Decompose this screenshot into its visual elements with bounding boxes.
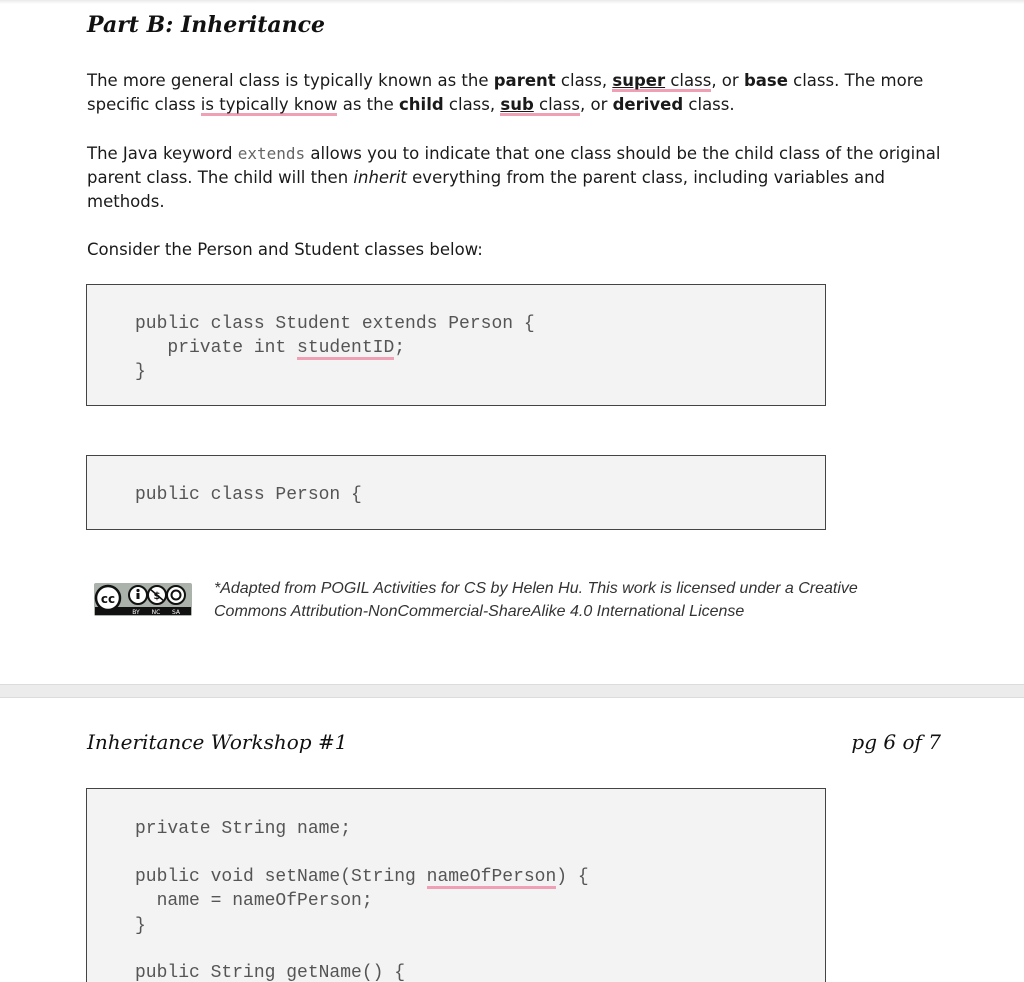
term-child: child <box>399 95 444 114</box>
page-break <box>0 684 1024 698</box>
page-top-edge <box>0 0 1024 4</box>
license-notice: *Adapted from POGIL Activities for CS by Helen Hu. This work is licensed under a Creative Commons Attribution-NonCommercial-ShareAlike 4.0 International License <box>214 580 858 620</box>
badge-label-by: BY <box>132 609 140 616</box>
term-parent: parent <box>493 71 556 90</box>
code-line: public class Student extends Person { <box>135 314 535 334</box>
workshop-title: Inheritance Workshop #1 <box>87 730 348 754</box>
keyword-extends: extends <box>237 144 306 163</box>
text-run: class. The more specific class <box>87 71 924 114</box>
code-line: public class Person { <box>135 485 362 505</box>
student-class-code-box <box>86 284 826 406</box>
text-run: class, <box>443 95 501 114</box>
term-derived: derived <box>612 95 684 114</box>
text-run: class, <box>555 71 613 90</box>
text-run: The more general class is typically known as the <box>87 71 494 90</box>
code-token: public void setName(String <box>135 867 427 887</box>
badge-label-sa: SA <box>171 609 181 616</box>
term-base: base <box>743 71 788 90</box>
cc-by-nc-sa-badge-icon <box>94 583 192 616</box>
code-line: } <box>135 362 146 382</box>
code-token: private int <box>135 338 298 358</box>
text-run: , or <box>711 71 744 90</box>
code-line: name = nameOfPerson; <box>135 891 373 911</box>
code-token: ) { <box>556 867 589 887</box>
paragraph-consider: Consider the Person and Student classes below: <box>87 240 483 259</box>
text-run: as the <box>337 95 400 114</box>
spellcheck-nameofperson[interactable]: nameOfPerson <box>426 867 557 887</box>
text-run: class. <box>683 95 735 114</box>
term-super: super <box>612 71 666 90</box>
code-line: public String getName() { <box>135 963 406 982</box>
paragraph-extends <box>87 142 947 214</box>
page-number: pg 6 of 7 <box>851 730 941 754</box>
svg-text:cc: cc <box>100 592 116 606</box>
badge-label-nc: NC <box>151 609 161 616</box>
code-line <box>135 337 405 359</box>
code-line: } <box>135 916 146 936</box>
svg-text:$: $ <box>153 591 161 602</box>
person-class-code-box <box>86 455 826 530</box>
spellcheck-super-class[interactable] <box>612 71 711 92</box>
person-class-body-code-box <box>86 788 826 982</box>
section-title: Part B: Inheritance <box>87 12 326 38</box>
spellcheck-typically-know[interactable]: is typically know <box>200 95 338 114</box>
spellcheck-studentid[interactable]: studentID <box>297 338 395 358</box>
text-run: The Java keyword <box>87 144 238 163</box>
code-line <box>135 866 589 888</box>
text-run: , or <box>579 95 613 114</box>
text-run: allows you to indicate that one class should be the child class of the original parent class. The child will then <box>87 144 941 187</box>
spellcheck-sub-class[interactable] <box>500 95 580 116</box>
code-token: ; <box>394 338 406 358</box>
text-run: class <box>533 95 580 114</box>
code-line: private String name; <box>135 819 352 839</box>
term-sub: sub <box>500 95 534 114</box>
text-run: class <box>665 71 712 90</box>
term-inherit: inherit <box>353 168 407 187</box>
paragraph-parent-child <box>87 69 947 117</box>
text-run: everything from the parent class, including variables and methods. <box>87 168 886 211</box>
